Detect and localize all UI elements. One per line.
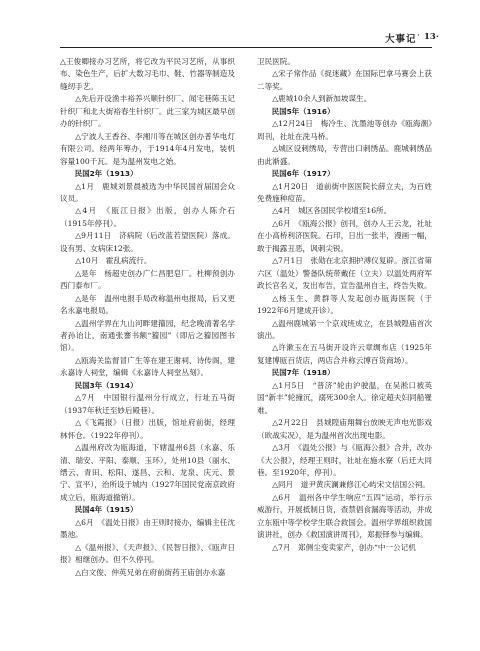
- year-heading: 民国6年（1917）: [271, 169, 335, 179]
- year-heading: 民国2年（1913）: [74, 169, 138, 179]
- header-rule: [60, 47, 432, 48]
- chronicle-entry: △温州鹿城第一个京戏班成立，在县城隍庙首次演出。: [257, 318, 432, 340]
- chronicle-entry: △10月 霍乱病流行。: [75, 256, 152, 266]
- chronicle-entry: △白文俊、仲英兄弟在府前街药王庙创办永嘉: [75, 567, 226, 577]
- left-column: [60, 56, 235, 579]
- right-column: [257, 56, 432, 554]
- year-heading: 民国4年（1915）: [74, 505, 138, 515]
- chronicle-entry: △《飞霞报》（日报）出版，馆址府前街，经理林怀仓。（1922年停刊）。: [60, 418, 235, 440]
- chronicle-entry: △鹿城10余人到新加坡谋生。: [272, 94, 372, 104]
- page-header: [0, 0, 480, 56]
- year-heading: 民国3年（1914）: [74, 380, 138, 390]
- chronicle-entry: △2月22日 县城隍庙翔舞台放映无声电光影戏（欧战实况），是为温州首次出现电影。: [257, 418, 432, 440]
- chronicle-entry: △瓯海关监督冒广生等在建王谢祠、诗传阁，建永嘉诗人祠堂，编辑《永嘉诗人祠堂丛刻》。: [60, 355, 235, 378]
- chronicle-entry: △温州学界在九山河畔建籀园，纪念晚清著名学者孙诒让，南通张謇书额“籀园”（即后之籀园图书馆）。: [60, 318, 235, 353]
- chronicle-entry: △同月 道尹黄庆澜兼修江心屿宋文信国公祠。: [272, 480, 430, 490]
- chronicle-entry: △城区设刺绣局，专营出口刺绣品。鹿城刺绣品由此渐盛。: [257, 144, 432, 166]
- chronicle-entry: △1月20日 道前街中医医院长薛立夫，为百姓免费施种痘苗。: [257, 181, 432, 203]
- chronicle-entry: △7月 中国银行温州分行成立，行址五马街（1937年秋迁至妙后殿巷）。: [60, 393, 235, 415]
- chronicle-entry: 卫民医院。: [257, 57, 295, 66]
- separator-dot: ·: [417, 31, 420, 41]
- chronicle-entry: △是年 温州电报手局改称温州电报局，后又更名永嘉电报局。: [60, 293, 235, 316]
- chronicle-entry: △4月 城区各国民学校增至16所。: [272, 206, 392, 216]
- chronicle-entry: △《温州报》、《天声报》、《民智日报》、《瓯声日报》相继创办。但不久停刊。: [60, 542, 235, 565]
- chronicle-entry: △6月 《温处日报》由王则时接办，编辑主任沈墨池。: [60, 517, 235, 540]
- page-number: 13·: [424, 32, 439, 42]
- year-heading: 民国5年（1916）: [271, 106, 335, 116]
- section-title: 大事记: [385, 34, 417, 45]
- year-heading: 民国7年（1918）: [271, 368, 335, 378]
- chronicle-entry: △1月 鹿城刘景晨被选为中华民国首届国会众议员。: [60, 181, 235, 203]
- chronicle-entry: △宋子常作品《捉迷藏》在国际巴拿马赛会上获二等奖。: [257, 69, 432, 91]
- chronicle-entry: △宁波人王香谷、李湘川等在城区创办普华电灯有限公司。经两年筹办，于1914年4月发电，装机容量100千瓦。是为温州发电之始。: [60, 131, 235, 166]
- chronicle-entry: △7月 郑侧尘变卖家产，创办“中一公记机: [272, 542, 416, 552]
- chronicle-entry: △3月 《温处公报》与《瓯海公报》合并，改办《大公报》，经理王则时，社址在施水寮（后迁大同巷。至1920年，停刊）。: [257, 443, 432, 477]
- chronicle-entry: △7月1日 张勋在北京拥护溥仪复辟。浙江省第六区（温处）警备队统带戴任（立夫）以温处两府军政长官名义，发出布告，宣告温州自主，终告失败。: [257, 256, 432, 291]
- chronicle-entry: △是年 杨超史创办广仁昌肥皂厂。杜柳预创办西门泰布厂。: [60, 268, 235, 291]
- chronicle-entry: △9月11日 济病院（后改蓝若望医院）落成。设有男、女病床12张。: [60, 231, 235, 253]
- chronicle-entry: △先后开设渔丰裕养兴顺针织厂、闻宅巷陈玉记针织厂和北大街裕春生针织厂。此三家为城区最早创办的针织厂。: [60, 94, 235, 129]
- chronicle-entry: △温州府改为瓯海道，下辖温州6县（永嘉、乐清、瑞安、平阳、泰顺、玉环），处州10县（丽水、缙云、青田、松阳、遂昌、云和、龙泉、庆元、景宁、宣平），治所设于城内（1927年国民党南京政府成立后，瓯海道撤销）。: [60, 443, 235, 502]
- chronicle-entry: △6月 温州各中学生响应“五四”运动，举行示威游行，开展抵制日货，查禁倡食漏海等活动，并成立东瓯中等学校学生联合救国会。温州学界组织救国演讲社，创办《救国演讲周刊》，郑振铎参与编辑。: [257, 492, 432, 540]
- chronicle-entry: △1月5日 “普济”轮由沪驶温，在吴淞口被英国“新丰”轮撞沉，溺死300余人。徐定超夫妇同船罹难。: [257, 380, 432, 415]
- chronicle-entry: △6月 《瓯海公报》创刊，创办人王云龙，社址在小高桥利济医院。石印，日出一张半，漫画一幅，敢于揭露丑恶，讽刺尖锐。: [257, 218, 432, 253]
- chronicle-entry: △4月 《瓯江日报》出版，创办人陈介石（1915年停刊）。: [60, 206, 235, 228]
- chronicle-entry: △12月24日 梅冷生、沈墨池等创办《瓯海潮》周刊，社址在洗马桥。: [257, 119, 432, 141]
- chronicle-entry: △杨玉生、黄群等人发起创办瓯海医院（于1922年6月建成开诊）。: [257, 293, 432, 316]
- chronicle-entry: △王俊卿接办习艺所，将它改为平民习艺所，从事织布、染色生产，后扩大数习毛巾、鞋、竹器等制造及缝纫手艺。: [60, 57, 235, 91]
- chronicle-entry: △许漱玉在五马街开设许云章绸布店（1925年复建博瓯百货店，两店合并称云博百货商场）。: [257, 343, 432, 365]
